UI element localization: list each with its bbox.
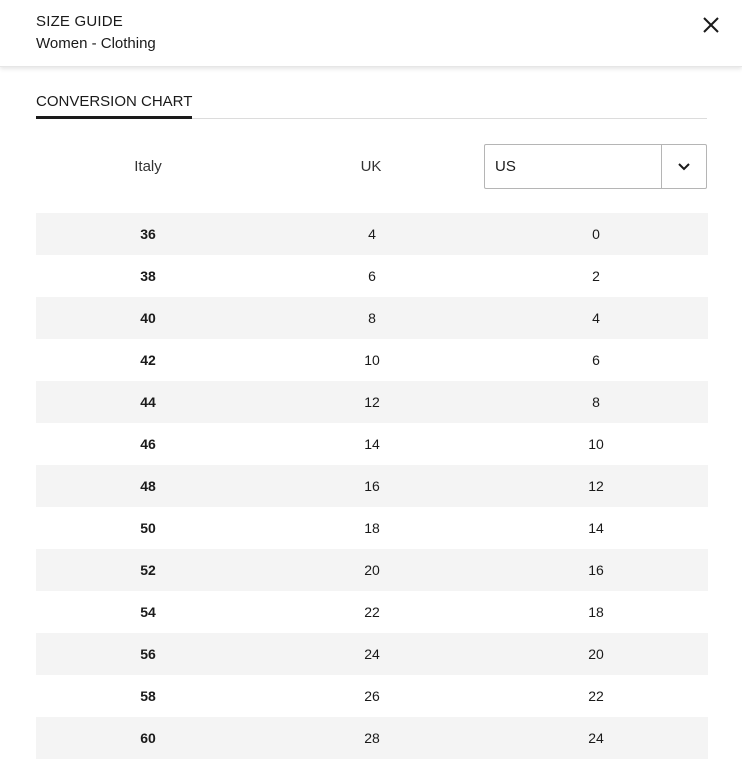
table-cell-us: 12 [588,478,604,494]
table-row [36,633,708,675]
table-cell-italy: 36 [140,226,156,242]
table-row [36,297,708,339]
table-cell-italy: 40 [140,310,156,326]
table-cell-uk: 24 [364,646,380,662]
table-cell-us: 24 [588,730,604,746]
close-button[interactable] [697,11,725,39]
table-cell-us: 16 [588,562,604,578]
table-row [36,255,708,297]
page-title: SIZE GUIDE [36,13,124,30]
table-cell-italy: 48 [140,478,156,494]
table-row [36,675,708,717]
table-cell-us: 6 [592,352,600,368]
table-cell-italy: 46 [140,436,156,452]
table-cell-us: 20 [588,646,604,662]
table-cell-uk: 10 [364,352,380,368]
table-cell-us: 2 [592,268,600,284]
table-row [36,339,708,381]
table-cell-uk: 4 [368,226,376,242]
size-guide-header [0,0,742,67]
table-cell-italy: 44 [140,394,156,410]
table-cell-italy: 60 [140,730,156,746]
table-cell-uk: 20 [364,562,380,578]
size-conversion-table [36,213,708,759]
table-cell-uk: 16 [364,478,380,494]
select-chevron-button[interactable] [662,145,706,188]
table-cell-us: 0 [592,226,600,242]
table-cell-us: 22 [588,688,604,704]
tab-bar [36,90,707,119]
table-cell-italy: 38 [140,268,156,284]
table-cell-italy: 54 [140,604,156,620]
table-cell-uk: 12 [364,394,380,410]
table-row [36,591,708,633]
page-subtitle: Women - Clothing [36,35,156,52]
table-row [36,465,708,507]
table-cell-uk: 26 [364,688,380,704]
table-cell-us: 10 [588,436,604,452]
table-cell-us: 4 [592,310,600,326]
table-cell-uk: 28 [364,730,380,746]
table-cell-italy: 52 [140,562,156,578]
table-row [36,423,708,465]
table-cell-italy: 42 [140,352,156,368]
table-row [36,507,708,549]
table-row [36,717,708,759]
table-row [36,381,708,423]
chevron-down-icon [677,162,691,172]
column-header-italy: Italy [134,158,162,175]
table-row [36,549,708,591]
close-icon [702,16,720,34]
tab-conversion-chart[interactable]: CONVERSION CHART [36,90,192,119]
table-cell-us: 14 [588,520,604,536]
table-cell-italy: 58 [140,688,156,704]
table-cell-italy: 56 [140,646,156,662]
table-cell-us: 18 [588,604,604,620]
table-row [36,213,708,255]
table-cell-uk: 22 [364,604,380,620]
table-cell-uk: 14 [364,436,380,452]
table-cell-uk: 8 [368,310,376,326]
column-header-uk: UK [360,158,382,175]
size-system-select-value: US [495,158,516,175]
table-cell-uk: 6 [368,268,376,284]
size-system-select[interactable] [484,144,707,189]
table-cell-uk: 18 [364,520,380,536]
table-cell-italy: 50 [140,520,156,536]
table-cell-us: 8 [592,394,600,410]
